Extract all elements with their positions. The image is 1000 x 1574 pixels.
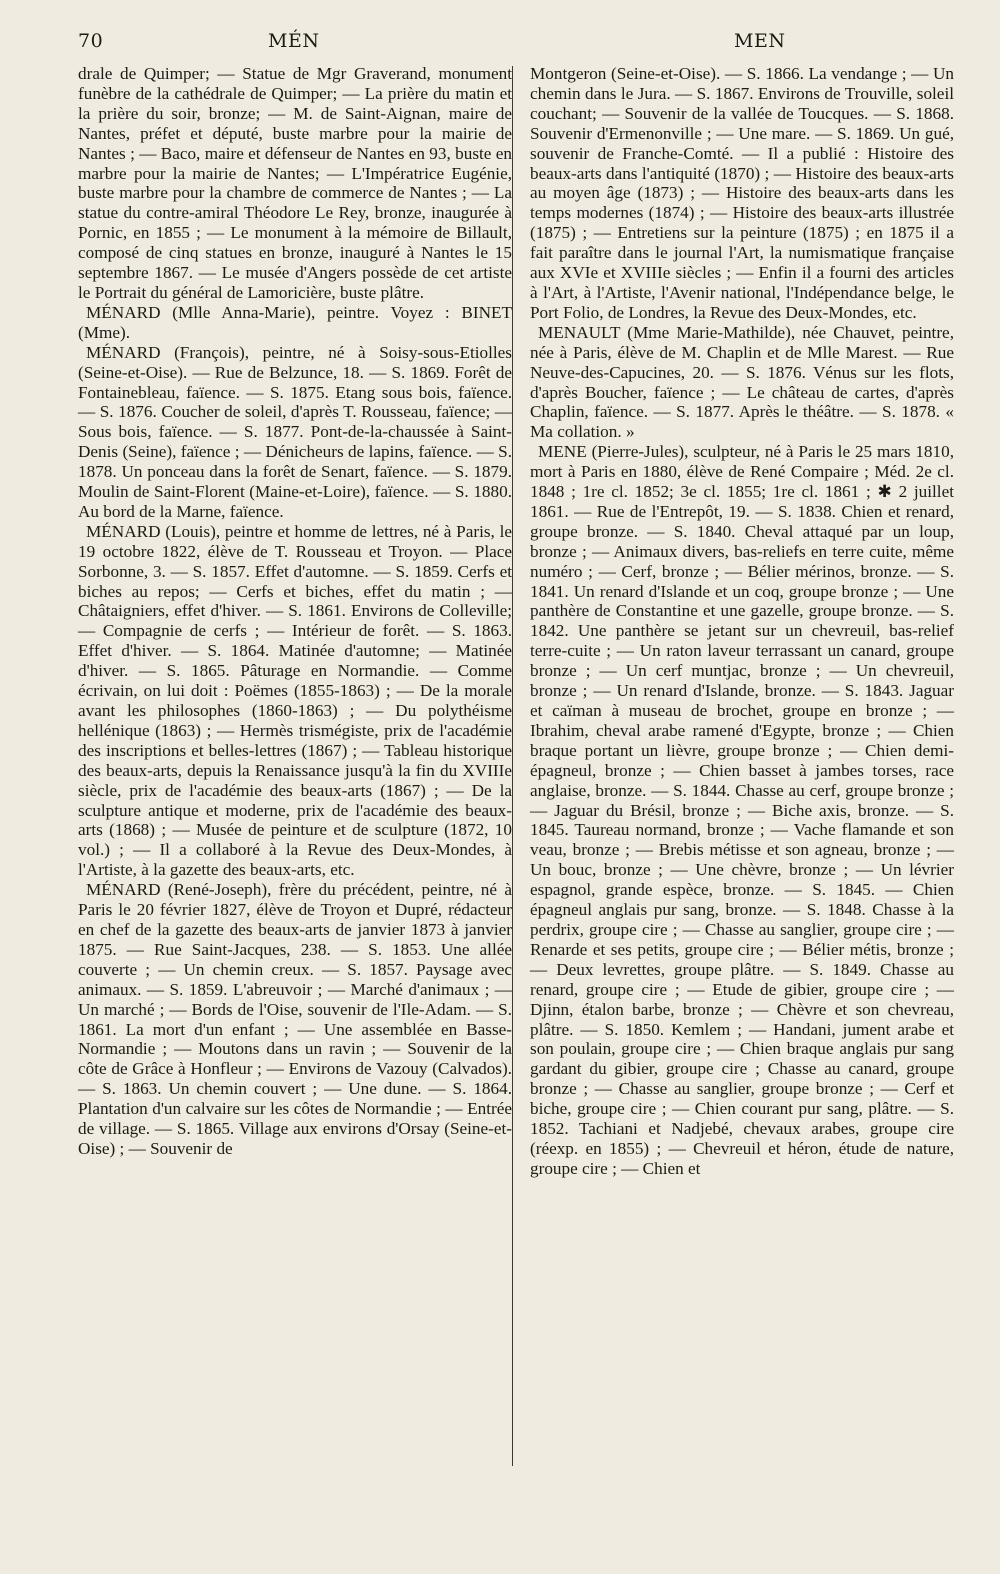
entry-menard-louis: MÉNARD (Louis), peintre et homme de lettres, né à Paris, le 19 octobre 1822, élève de T. Rousseau et Troyon. — Place Sorbonne, 3. — S. 1857. Effet d'automne. — S. 1859. Cerfs et biches au repos; — Cerfs et biches, effet du matin ; — Châtaigniers, effet d'hiver. — S. 1861. Environs de Colleville; — Compagnie de cerfs ; — Intérieur de forêt. — S. 1863. Effet d'hiver. — S. 1864. Matinée d'automne; — Matinée d'hiver. — S. 1865. Pâturage en Normandie. — Comme écrivain, on lui doit : Poëmes (1855-1863) ; — De la morale avant les philosophes (1860-1863) ; — Du polythéisme hellénique (1863) ; — Hermès trismégiste, prix de l'académie des inscriptions et belles-lettres (1867) ; — Tableau historique des beaux-arts, depuis la Renaissance jusqu'à la fin du XVIIIe siècle, prix de l'académie des beaux-arts (1867) ; — De la sculpture antique et moderne, prix de l'académie des beaux-arts (1868) ; — Musée de peinture et de sculpture (1872, 10 vol.) ; — Il a collaboré à la Revue des Deux-Mondes, à l'Artiste, à la gazette des beaux-arts, etc. [78, 521, 512, 880]
right-column [530, 64, 954, 1179]
entry-continuation: Montgeron (Seine-et-Oise). — S. 1866. La vendange ; — Un chemin dans le Jura. — S. 1867. Environs de Trouville, soleil couchant; — Souvenir de la vallée de Toucques. — S. 1868. Souvenir d'Ermenonville ; — Une mare. — S. 1869. Un gué, souvenir de Franche-Comté. — Il a publié : Histoire des beaux-arts dans l'antiquité (1870) ; — Histoire des beaux-arts au moyen âge (1873) ; — Histoire des beaux-arts dans les temps modernes (1874) ; — Histoire des beaux-arts illustrée (1875) ; — Entretiens sur la peinture (1875) ; en 1875 il a fait paraître dans le journal l'Art, la numismatique française aux XVIe et XVIIIe siècles ; — Enfin il a fourni des articles à l'Art, à l'Artiste, l'Avenir national, l'Indépendance belge, le Port Folio, de Londres, la Revue des Deux-Mondes, etc. [530, 64, 954, 322]
left-column [78, 64, 512, 1159]
entry-menard-anna-marie: MÉNARD (Mlle Anna-Marie), peintre. Voyez : BINET (Mme). [78, 302, 512, 342]
right-running-head: MEN [734, 30, 786, 52]
left-running-head: MÉN [268, 30, 320, 52]
entry-continuation: drale de Quimper; — Statue de Mgr Graverand, monument funèbre de la cathédrale de Quimper; — La prière du matin et la prière du soir, bronze; — M. de Saint-Aignan, maire de Nantes, préfet et député, buste marbre pour la mairie de Nantes ; — Baco, maire et défenseur de Nantes en 93, buste en marbre pour la mairie de Nantes; — L'Impératrice Eugénie, buste marbre pour la chambre de commerce de Nantes ; — La statue du contre-amiral Théodore Le Rey, bronze, inaugurée à Pornic, en 1855 ; — Le monument à la mémoire de Billault, composé de cinq statues en bronze, inauguré à Nantes le 15 septembre 1867. — Le musée d'Angers possède de cet artiste le Portrait du général de Lamoricière, buste plâtre. [78, 64, 512, 302]
entry-menard-francois: MÉNARD (François), peintre, né à Soisy-sous-Etiolles (Seine-et-Oise). — Rue de Belzunce, 18. — S. 1869. Forêt de Fontainebleau, faïence. — S. 1875. Etang sous bois, faïence. — S. 1876. Coucher de soleil, d'après T. Rousseau, faïence; — Sous bois, faïence. — S. 1877. Pont-de-la-chaussée à Saint-Denis (Seine), faïence ; — Dénicheurs de lapins, faïence. — S. 1878. Un ponceau dans la forêt de Senart, faïence. — S. 1879. Moulin de Saint-Florent (Maine-et-Loire), faïence. — S. 1880. Au bord de la Marne, faïence. [78, 342, 512, 521]
entry-menault-marie-mathilde: MENAULT (Mme Marie-Mathilde), née Chauvet, peintre, née à Paris, élève de M. Chaplin et de Mlle Marest. — Rue Neuve-des-Capucines, 20. — S. 1876. Vénus sur les flots, d'après Boucher, faïence ; — Le château de cartes, d'après Chaplin, faïence. — S. 1877. Après le théâtre. — S. 1878. « Ma collation. » [530, 322, 954, 442]
column-divider [512, 66, 513, 1466]
entry-mene-pierre-jules: MENE (Pierre-Jules), sculpteur, né à Paris le 25 mars 1810, mort à Paris en 1880, élève de René Compaire ; Méd. 2e cl. 1848 ; 1re cl. 1852; 3e cl. 1855; 1re cl. 1861 ; ✱ 2 juillet 1861. — Rue de l'Entrepôt, 19. — S. 1838. Chien et renard, groupe bronze. — S. 1840. Cheval attaqué par un loup, bronze ; — Animaux divers, bas-reliefs en terre cuite, même numéro ; — Cerf, bronze ; — Bélier mérinos, bronze. — S. 1841. Un renard d'Islande et un coq, groupe bronze ; — Une panthère de Constantine et une gazelle, groupe bronze. — S. 1842. Une panthère se jetant sur un chevreuil, bas-relief terre-cuite ; — Un raton laveur terrassant un canard, groupe bronze ; — Un cerf muntjac, bronze ; — Un chevreuil, bronze ; — Un renard d'Islande, bronze. — S. 1843. Jaguar et caïman à museau de brochet, groupe en bronze ; — Ibrahim, cheval arabe ramené d'Egypte, bronze ; — Chien braque portant un lièvre, groupe bronze ; — Chien demi-épagneul, bronze ; — Chien basset à jambes torses, race anglaise, bronze. — S. 1844. Chasse au cerf, groupe bronze ; — Jaguar du Brésil, bronze ; — Biche axis, bronze. — S. 1845. Taureau normand, bronze ; — Vache flamande et son veau, bronze ; — Brebis métisse et son agneau, bronze ; — Un bouc, bronze ; — Une chèvre, bronze ; — Un lévrier espagnol, grande espèce, bronze. — S. 1845. — Chien épagneul anglais pur sang, bronze. — S. 1848. Chasse à la perdrix, groupe cire ; — Chasse au sanglier, groupe cire ; — Renarde et ses petits, groupe cire ; — Bélier métis, bronze ; — Deux levrettes, groupe plâtre. — S. 1849. Chasse au renard, groupe cire ; — Etude de gibier, groupe cire ; — Djinn, étalon barbe, bronze ; — Chèvre et son chevreau, plâtre. — S. 1850. Kemlem ; — Handani, jument arabe et son poulain, groupe cire ; — Chien braque anglais pur sang gardant du gibier, groupe cire ; Chasse au canard, groupe bronze ; — Chasse au sanglier, groupe bronze ; — Cerf et biche, groupe cire ; — Chien courant pur sang, plâtre. — S. 1852. Tachiani et Nadjebé, chevaux arabes, groupe cire (réexp. en 1855) ; — Chevreuil et héron, étude de nature, groupe cire ; — Chien et [530, 442, 954, 1178]
page-number: 70 [78, 30, 104, 52]
entry-menard-rene-joseph: MÉNARD (René-Joseph), frère du précédent, peintre, né à Paris le 20 février 1827, élève de Troyon et Dupré, rédacteur en chef de la gazette des beaux-arts de janvier 1873 à janvier 1875. — Rue Saint-Jacques, 238. — S. 1853. Une allée couverte ; — Un chemin creux. — S. 1857. Paysage avec animaux. — S. 1859. L'abreuvoir ; — Marché d'animaux ; — Un marché ; — Bords de l'Oise, souvenir de l'Ile-Adam. — S. 1861. La mort d'un enfant ; — Une assemblée en Basse-Normandie ; — Moutons dans un ravin ; — Souvenir de la côte de Grâce à Honfleur ; — Environs de Vazouy (Calvados). — S. 1863. Un chemin couvert ; — Une dune. — S. 1864. Plantation d'un calvaire sur les côtes de Normandie ; — Entrée de village. — S. 1865. Village aux environs d'Orsay (Seine-et-Oise) ; — Souvenir de [78, 880, 512, 1158]
